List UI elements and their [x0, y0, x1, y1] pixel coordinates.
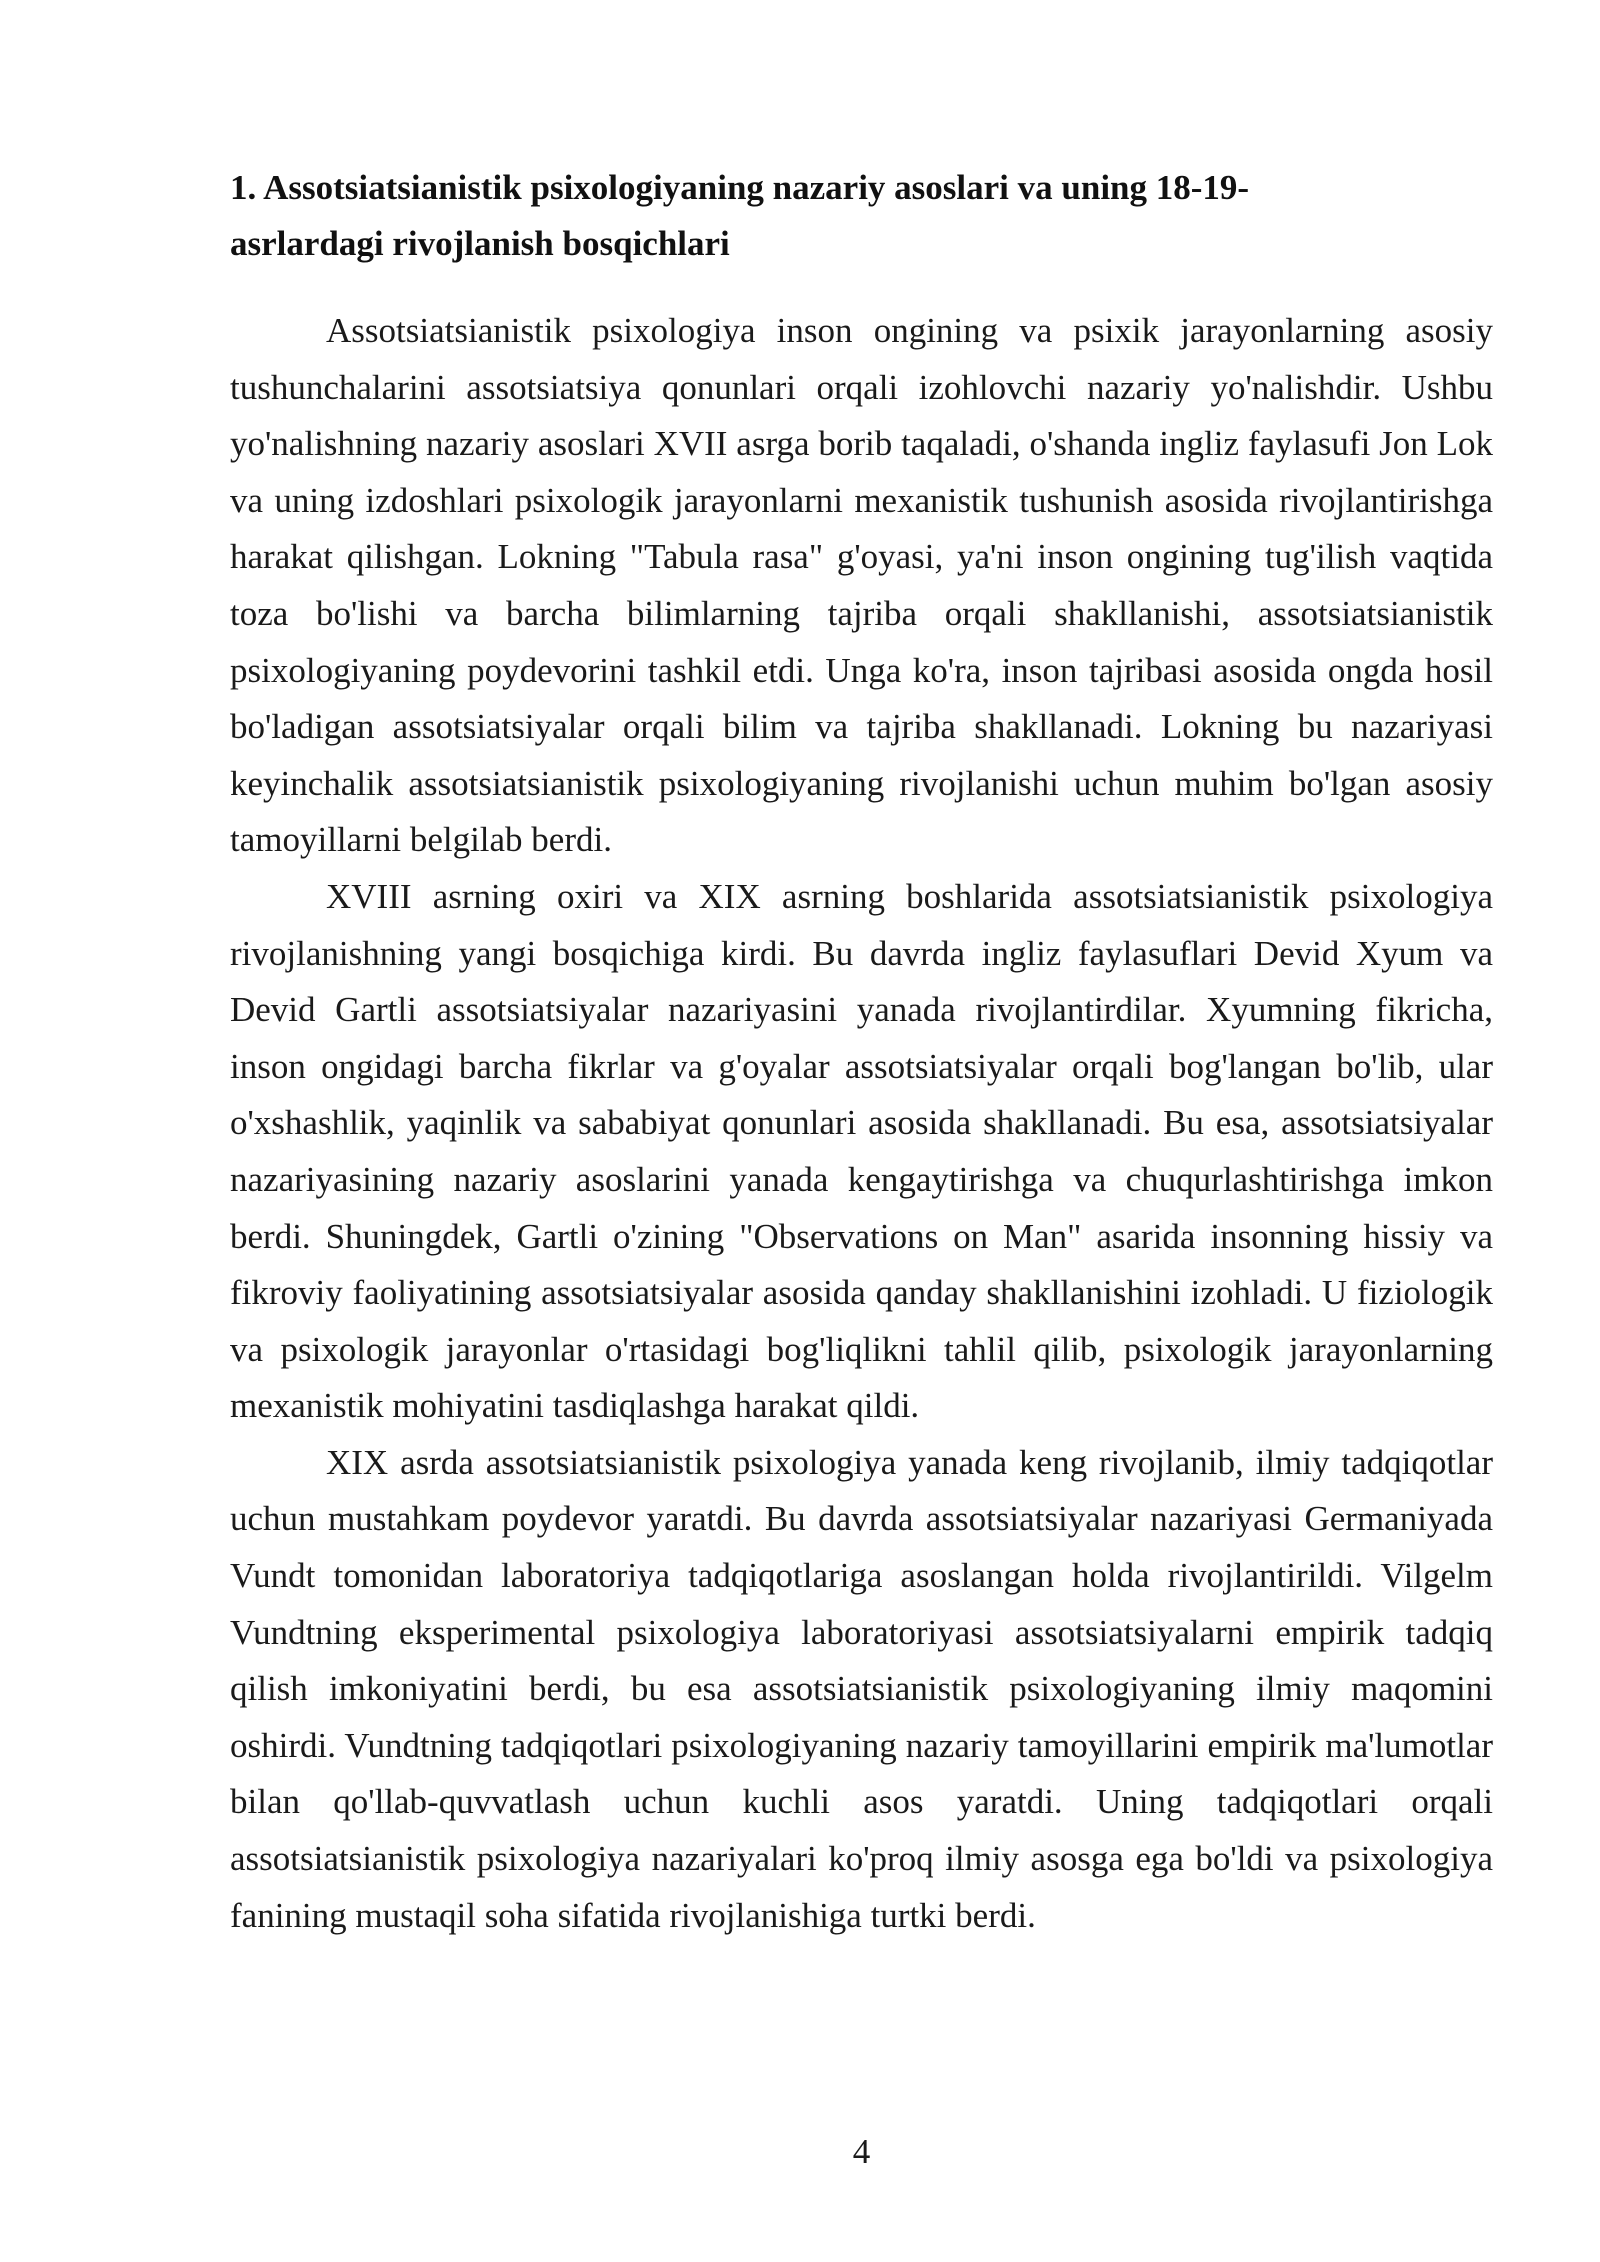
- paragraph-3: XIX asrda assotsiatsianistik psixologiya yanada keng rivojlanib, ilmiy tadqiqotlar uchun mustahkam poydevor yaratdi. Bu davrda assotsiatsiyalar nazariyasi Germaniyada Vundt tomonidan laboratoriya tadqiqotlariga asoslangan holda rivojlantirildi. Vilgelm Vundtning eksperimental psixologiya laboratoriyasi assotsiatsiyalarni empirik tadqiq qilish imkoniyatini berdi, bu esa assotsiatsianistik psixologiyaning ilmiy maqomini oshirdi. Vundtning tadqiqotlari psixologiyaning nazariy tamoyillarini empirik ma'lumotlar bilan qo'llab-quvvatlash uchun kuchli asos yaratdi. Uning tadqiqotlari orqali assotsiatsianistik psixologiya nazariyalari ko'proq ilmiy asosga ega bo'ldi va psixologiya fanining mustaqil soha sifatida rivojlanishiga turtki berdi.: [230, 1442, 1493, 1935]
- page-number: 4: [852, 2132, 871, 2171]
- body-text: [230, 303, 1493, 1944]
- section-heading: 1. Assotsiatsianistik psixologiyaning nazariy asoslari va uning 18-19-asrlardagi rivojlanish bosqichlari: [230, 168, 1250, 263]
- paragraph-2: XVIII asrning oxiri va XIX asrning boshlarida assotsiatsianistik psixologiya rivojlanishning yangi bosqichiga kirdi. Bu davrda ingliz faylasuflari Devid Xyum va Devid Gartli assotsiatsiyalar nazariyasini yanada rivojlantirdilar. Xyumning fikricha, inson ongidagi barcha fikrlar va g'oyalar assotsiatsiyalar orqali bog'langan bo'lib, ular o'xshashlik, yaqinlik va sababiyat qonunlari asosida shakllanadi. Bu esa, assotsiatsiyalar nazariyasining nazariy asoslarini yanada kengaytirishga va chuqurlashtirishga imkon berdi. Shuningdek, Gartli o'zining "Observations on Man" asarida insonning hissiy va fikroviy faoliyatining assotsiatsiyalar asosida qanday shakllanishini izohladi. U fiziologik va psixologik jarayonlar o'rtasidagi bog'liqlikni tahlil qilib, psixologik jarayonlarning mexanistik mohiyatini tasdiqlashga harakat qildi.: [230, 876, 1493, 1426]
- paragraph-1: Assotsiatsianistik psixologiya inson ongining va psixik jarayonlarning asosiy tushunchalarini assotsiatsiya qonunlari orqali izohlovchi nazariy yo'nalishdir. Ushbu yo'nalishning nazariy asoslari XVII asrga borib taqaladi, o'shanda ingliz faylasufi Jon Lok va uning izdoshlari psixologik jarayonlarni mexanistik tushunish asosida rivojlantirishga harakat qilishgan. Lokning "Tabula rasa" g'oyasi, ya'ni inson ongining tug'ilish vaqtida toza bo'lishi va barcha bilimlarning tajriba orqali shakllanishi, assotsiatsianistik psixologiyaning poydevorini tashkil etdi. Unga ko'ra, inson tajribasi asosida ongda hosil bo'ladigan assotsiatsiyalar orqali bilim va tajriba shakllanadi. Lokning bu nazariyasi keyinchalik assotsiatsianistik psixologiyaning rivojlanishi uchun muhim bo'lgan asosiy tamoyillarni belgilab berdi.: [230, 311, 1493, 860]
